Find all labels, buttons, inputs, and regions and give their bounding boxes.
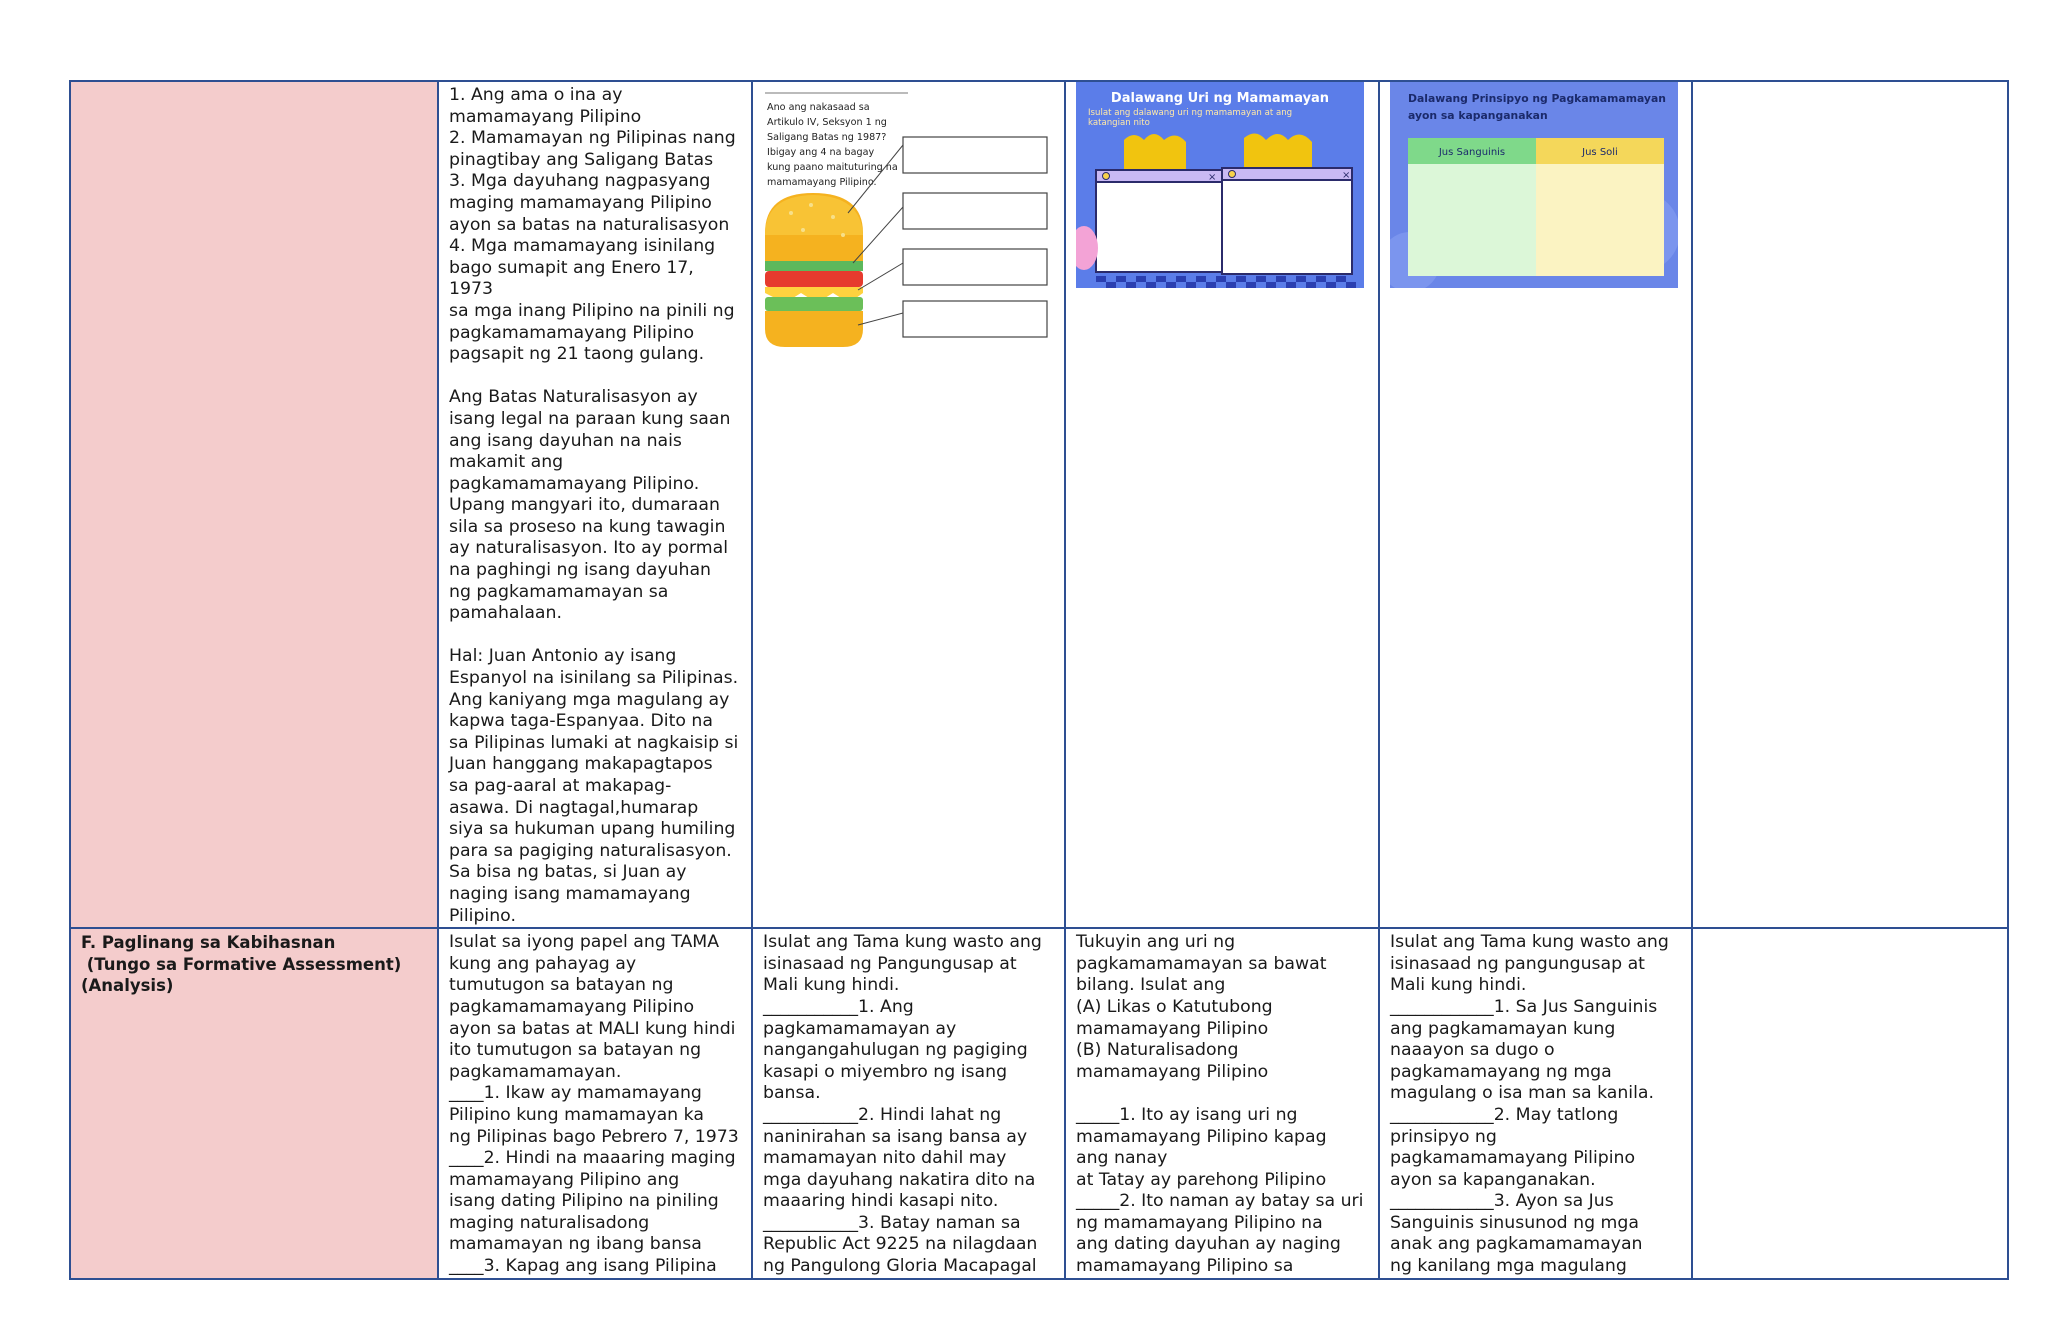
content-cell [438, 928, 752, 1279]
answer-box [903, 249, 1047, 285]
activity-text: Tukuyin ang uri ng pagkamamamayan sa bawat bilang. Isulat ang (A) Likas o Katutubong mamamayang Pilipino (B) Naturalisadong mamamayang Pilipino _____1. Ito ay isang uri ng mamamayang Pilipino kapag ang nanay at Tatay ay parehong Pilipino _____2. Ito naman ay batay sa uri ng mamamayang Pilipino na ang dating dayuhan ay naging mamamayang Pilipino sa [1076, 932, 1364, 1277]
answer-box [903, 137, 1047, 173]
slide-subtitle: ayon sa kapanganakan [1408, 109, 1548, 122]
answer-box [903, 193, 1047, 229]
principles-slide [1390, 82, 1678, 288]
activity-text: Isulat sa iyong papel ang TAMA kung ang pahayag ay tumutugon sa batayan ng pagkamamamayang Pilipino ayon sa batas at MALI kung hindi ito tumutugon sa batayan ng pagkamamamayan. ____1. Ikaw ay mamamayang Pilipino kung mamamayan ka ng Pilipinas bago Pebrero 7, 1973 ____2. Hindi na maaaring maging mamamayang Pilipino ang isang dating Pilipino na piniling maging naturalisadong mamamayan ng ibang bansa ____3. Kapag ang isang Pilipina [449, 932, 739, 1277]
column-header: Jus Sanguinis [1438, 147, 1506, 158]
burger-icon [765, 193, 863, 347]
svg-text:×: × [1208, 172, 1217, 183]
burger-question-line: mamamayang Pilipino. [767, 177, 877, 188]
svg-text:×: × [1342, 170, 1351, 181]
table-row [70, 928, 2008, 1279]
slide-title: Dalawang Prinsipyo ng Pagkamamamayan [1408, 92, 1666, 105]
answer-box [903, 301, 1047, 337]
burger-question-line: kung paano maituturing na [767, 162, 898, 173]
burger-question-line: Ano ang nakasaad sa [767, 102, 870, 113]
section-label: F. Paglinang sa Kabihasnan (Tungo sa Formative Assessment) (Analysis) [81, 933, 402, 996]
row-label-cell [70, 928, 438, 1279]
column-header: Jus Soli [1582, 147, 1618, 158]
activity-text: Isulat ang Tama kung wasto ang isinasaad ng Pangungusap at Mali kung hindi. ___________1. Ang pagkamamamayan ay nangangahulugan ng pagiging kasapi o miyembro ng isang bansa. ___________2. Hindi lahat ng naninirahan sa isang bansa ay mamamayan nito dahil may mga dayuhang nakatira dito na maaaring hindi kasapi nito. ___________3. Batay naman sa Republic Act 9225 na nilagdaan ng Pangulong Gloria Macapagal [763, 932, 1042, 1277]
row-label-cell [70, 81, 438, 928]
slide-subtitle: Isulat ang dalawang uri ng mamamayan at ang [1088, 108, 1293, 118]
content-cell [438, 81, 752, 928]
table-row [70, 81, 2008, 928]
lesson-plan-table [69, 80, 2009, 1280]
slide-subtitle: katangian nito [1088, 118, 1150, 128]
burger-question-line: Saligang Batas ng 1987? [767, 132, 887, 143]
empty-cell [1692, 81, 2008, 928]
citizenship-notes: 1. Ang ama o ina ay mamamayang Pilipino 2. Mamamayan ng Pilipinas nang pinagtibay ang Saligang Batas 3. Mga dayuhang nagpasyang maging mamamayang Pilipino ayon sa batas na naturalisasyon 4. Mga mamamayang isinilang bago sumapit ang Enero 17, 1973 sa mga inang Pilipino na pinili ng pagkamamamayang Pilipino pagsapit ng 21 taong gulang. Ang Batas Naturalisasyon ay isang legal na paraan kung saan ang isang dayuhan na nais makamit ang pagkamamamayang Pilipino. Upang mangyari ito, dumaraan sila sa proseso na kung tawagin ay naturalisasyon. Ito ay pormal na paghingi ng isang dayuhan ng pagkamamamayan sa pamahalaan. Hal: Juan Antonio ay isang Espanyol na isinilang sa Pilipinas. Ang kaniyang mga magulang ay kapwa taga-Espanyaa. Dito na sa Pilipinas lumaki at nagkaisip si Juan hanggang makapagtapos sa pag-aaral at makapag- asawa. Di nagtagal,humarap siya sa hukuman upang humiling para sa pagiging naturalisasyon. Sa bisa ng batas, si Juan ay naging isang mamamayang Pilipino. [449, 85, 739, 926]
slide-cell [1379, 81, 1692, 928]
citizen-types-slide [1076, 82, 1364, 288]
content-cell [1065, 928, 1379, 1279]
burger-activity-cell [752, 81, 1065, 928]
burger-question-line: Ibigay ang 4 na bagay [767, 147, 875, 158]
content-cell [752, 928, 1065, 1279]
content-cell [1379, 928, 1692, 1279]
slide-cell [1065, 81, 1379, 928]
activity-text: Isulat ang Tama kung wasto ang isinasaad ng pangungusap at Mali kung hindi. ____________1. Sa Jus Sanguinis ang pagkamamayan kung naaayon sa dugo o pagkamamayang ng mga magulang o isa man sa kanila. ____________2. May tatlong prinsipyo ng pagkamamamayang Pilipino ayon sa kapanganakan. ____________3. Ayon sa Jus Sanguinis sinusunod ng mga anak ang pagkamamamayan ng kanilang mga magulang [1390, 932, 1669, 1277]
slide-title: Dalawang Uri ng Mamamayan [1110, 91, 1330, 106]
burger-question-line: Artikulo IV, Seksyon 1 ng [767, 117, 887, 128]
empty-cell [1692, 928, 2008, 1279]
burger-activity-image [763, 85, 1059, 347]
